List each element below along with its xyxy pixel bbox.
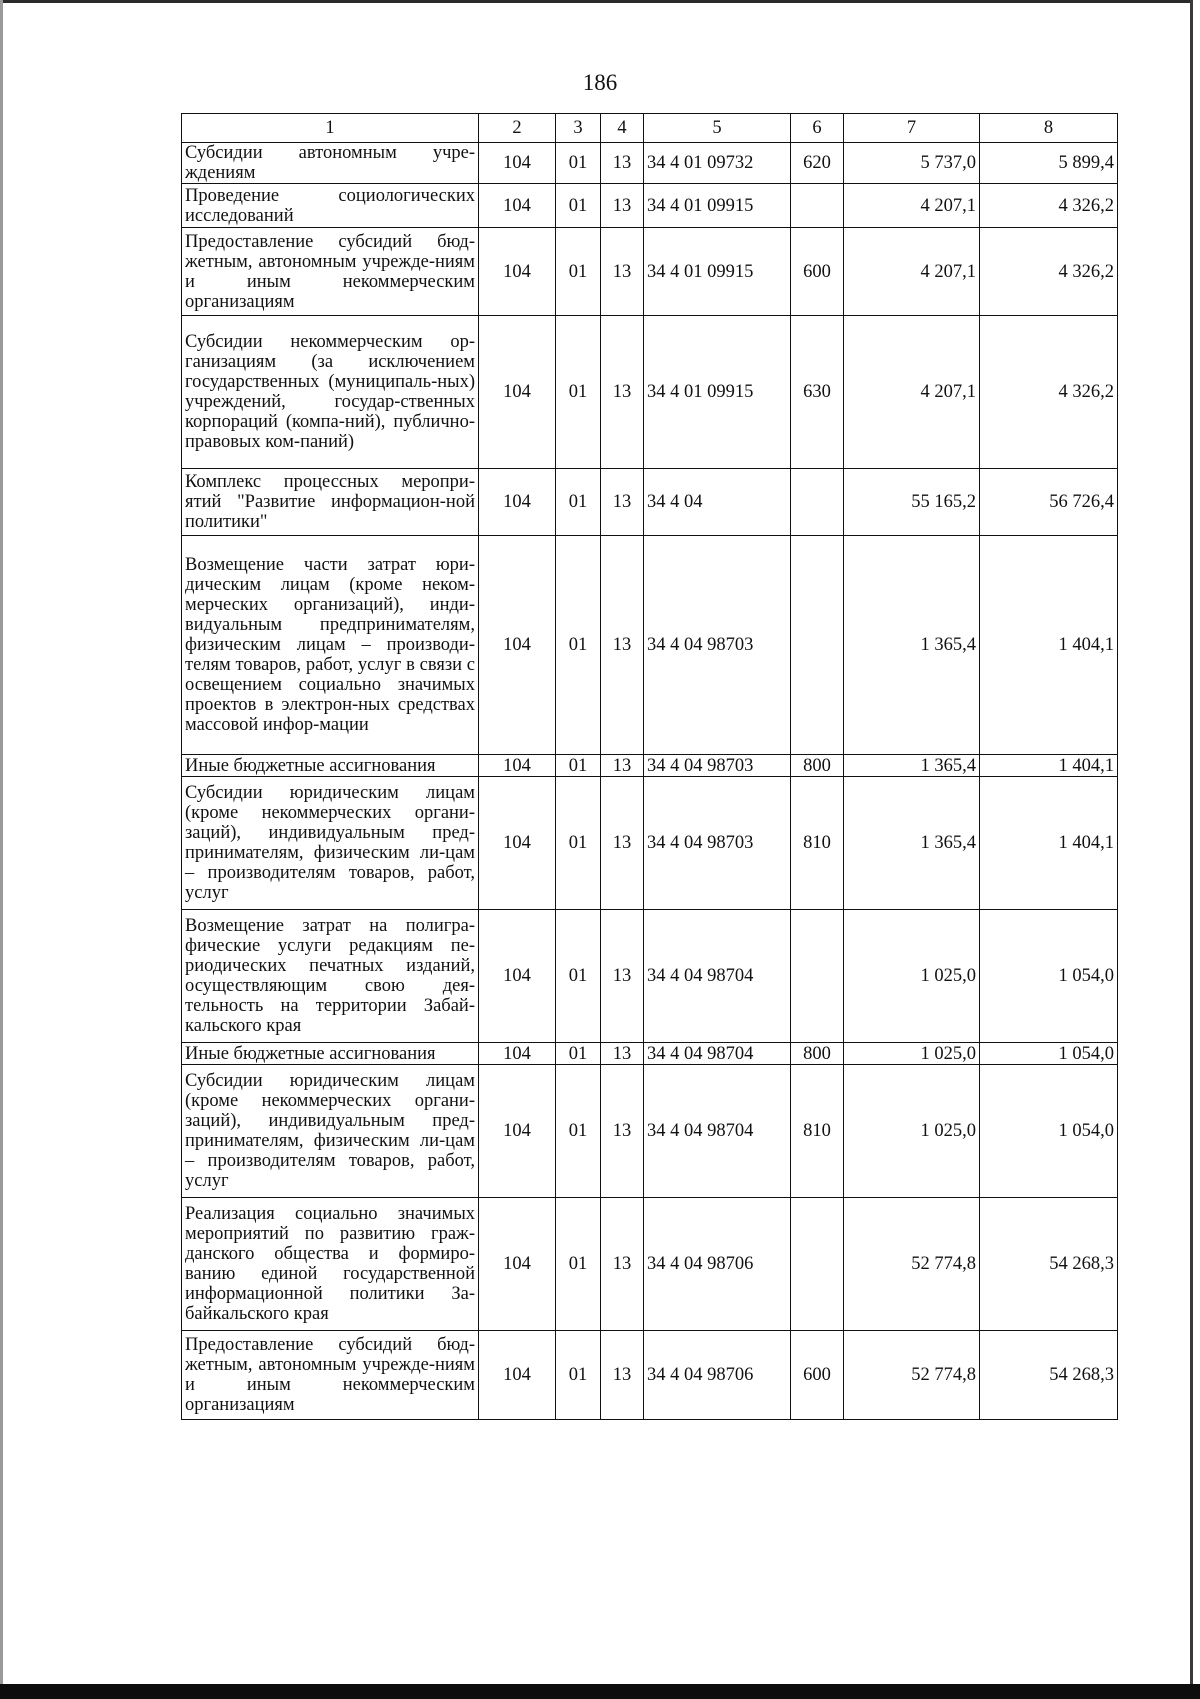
table-row	[182, 316, 1118, 469]
target-item-cell: 34 4 04 98703	[644, 755, 791, 777]
header-cell: 3	[556, 114, 601, 143]
budget-table	[181, 113, 1118, 1420]
row-name-cell: Иные бюджетные ассигнования	[182, 755, 479, 777]
subsection-code-cell: 01	[556, 143, 601, 184]
expense-type-cell: 810	[791, 777, 844, 910]
row-name-cell: Реализация социально значимых мероприятий по развитию граж-данского общества и формиро-ванию единой государственной информационной политики За-байкальского края	[182, 1198, 479, 1331]
amount-year1-cell: 4 207,1	[844, 316, 980, 469]
table-row	[182, 143, 1118, 184]
amount-year1-cell: 52 774,8	[844, 1331, 980, 1420]
expense-type-cell	[791, 469, 844, 536]
amount-year2-cell: 1 054,0	[980, 1065, 1118, 1198]
amount-year2-cell: 56 726,4	[980, 469, 1118, 536]
expense-type-cell	[791, 184, 844, 228]
subsection2-code-cell: 13	[601, 184, 644, 228]
expense-type-cell: 600	[791, 228, 844, 316]
amount-year1-cell: 5 737,0	[844, 143, 980, 184]
target-item-cell: 34 4 04 98706	[644, 1198, 791, 1331]
row-name-cell: Предоставление субсидий бюд-жетным, автономным учрежде-ниям и иным некоммерческим организациям	[182, 228, 479, 316]
amount-year1-cell: 1 025,0	[844, 1065, 980, 1198]
amount-year2-cell: 54 268,3	[980, 1198, 1118, 1331]
subsection2-code-cell: 13	[601, 755, 644, 777]
section-code-cell: 104	[479, 143, 556, 184]
scan-edge-right	[1190, 0, 1193, 1699]
subsection-code-cell: 01	[556, 755, 601, 777]
target-item-cell: 34 4 04 98704	[644, 1065, 791, 1198]
row-name-cell: Субсидии автономным учре-ждениям	[182, 143, 479, 184]
subsection-code-cell: 01	[556, 1043, 601, 1065]
table-row	[182, 755, 1118, 777]
section-code-cell: 104	[479, 1331, 556, 1420]
subsection2-code-cell: 13	[601, 1065, 644, 1198]
section-code-cell: 104	[479, 1043, 556, 1065]
amount-year2-cell: 5 899,4	[980, 143, 1118, 184]
table-row	[182, 228, 1118, 316]
amount-year1-cell: 4 207,1	[844, 228, 980, 316]
header-cell: 7	[844, 114, 980, 143]
amount-year1-cell: 55 165,2	[844, 469, 980, 536]
target-item-cell: 34 4 01 09732	[644, 143, 791, 184]
table-row	[182, 777, 1118, 910]
expense-type-cell: 600	[791, 1331, 844, 1420]
subsection-code-cell: 01	[556, 910, 601, 1043]
amount-year2-cell: 1 054,0	[980, 1043, 1118, 1065]
row-name-cell: Проведение социологических исследований	[182, 184, 479, 228]
amount-year2-cell: 4 326,2	[980, 184, 1118, 228]
header-cell: 5	[644, 114, 791, 143]
subsection2-code-cell: 13	[601, 777, 644, 910]
target-item-cell: 34 4 01 09915	[644, 184, 791, 228]
subsection-code-cell: 01	[556, 316, 601, 469]
row-name-cell: Возмещение затрат на полигра-фические услуги редакциям пе-риодических печатных изданий, осуществляющим свою дея-тельность на территории Забай-кальского края	[182, 910, 479, 1043]
subsection-code-cell: 01	[556, 777, 601, 910]
amount-year2-cell: 54 268,3	[980, 1331, 1118, 1420]
subsection2-code-cell: 13	[601, 1331, 644, 1420]
expense-type-cell	[791, 536, 844, 755]
expense-type-cell	[791, 1198, 844, 1331]
table-body	[182, 143, 1118, 1420]
table-row	[182, 1198, 1118, 1331]
expense-type-cell: 630	[791, 316, 844, 469]
row-name-cell: Предоставление субсидий бюд-жетным, автономным учрежде-ниям и иным некоммерческим организациям	[182, 1331, 479, 1420]
subsection-code-cell: 01	[556, 228, 601, 316]
header-cell: 8	[980, 114, 1118, 143]
section-code-cell: 104	[479, 910, 556, 1043]
expense-type-cell: 800	[791, 755, 844, 777]
target-item-cell: 34 4 04	[644, 469, 791, 536]
table-row	[182, 536, 1118, 755]
scan-edge-top	[0, 0, 1192, 3]
target-item-cell: 34 4 04 98704	[644, 1043, 791, 1065]
section-code-cell: 104	[479, 316, 556, 469]
header-row	[182, 114, 1118, 143]
expense-type-cell: 620	[791, 143, 844, 184]
expense-type-cell: 810	[791, 1065, 844, 1198]
table-row	[182, 469, 1118, 536]
section-code-cell: 104	[479, 228, 556, 316]
table-row	[182, 910, 1118, 1043]
table-row	[182, 184, 1118, 228]
subsection-code-cell: 01	[556, 1065, 601, 1198]
amount-year1-cell: 4 207,1	[844, 184, 980, 228]
row-name-cell: Субсидии юридическим лицам (кроме некоммерческих органи-заций), индивидуальным пред-принимателям, физическим ли-цам – производителям товаров, работ, услуг	[182, 1065, 479, 1198]
subsection2-code-cell: 13	[601, 143, 644, 184]
section-code-cell: 104	[479, 536, 556, 755]
table-row	[182, 1331, 1118, 1420]
section-code-cell: 104	[479, 755, 556, 777]
expense-type-cell: 800	[791, 1043, 844, 1065]
row-name-cell: Иные бюджетные ассигнования	[182, 1043, 479, 1065]
header-cell: 2	[479, 114, 556, 143]
section-code-cell: 104	[479, 777, 556, 910]
table-row	[182, 1043, 1118, 1065]
target-item-cell: 34 4 04 98703	[644, 536, 791, 755]
row-name-cell: Возмещение части затрат юри-дическим лицам (кроме неком-мерческих организаций), инди-видуальным предпринимателям, физическим лицам – производи-телям товаров, работ, услуг в связи с освещением социально значимых проектов в электрон-ных средствах массовой инфор-мации	[182, 536, 479, 755]
amount-year1-cell: 1 365,4	[844, 755, 980, 777]
subsection2-code-cell: 13	[601, 316, 644, 469]
subsection2-code-cell: 13	[601, 536, 644, 755]
amount-year1-cell: 1 025,0	[844, 910, 980, 1043]
target-item-cell: 34 4 01 09915	[644, 316, 791, 469]
subsection2-code-cell: 13	[601, 228, 644, 316]
subsection-code-cell: 01	[556, 536, 601, 755]
target-item-cell: 34 4 04 98704	[644, 910, 791, 1043]
amount-year2-cell: 4 326,2	[980, 228, 1118, 316]
target-item-cell: 34 4 01 09915	[644, 228, 791, 316]
header-cell: 6	[791, 114, 844, 143]
amount-year2-cell: 1 404,1	[980, 536, 1118, 755]
amount-year2-cell: 1 054,0	[980, 910, 1118, 1043]
amount-year1-cell: 1 365,4	[844, 777, 980, 910]
amount-year1-cell: 1 025,0	[844, 1043, 980, 1065]
amount-year2-cell: 1 404,1	[980, 777, 1118, 910]
table-row	[182, 1065, 1118, 1198]
subsection2-code-cell: 13	[601, 1198, 644, 1331]
subsection-code-cell: 01	[556, 469, 601, 536]
header-cell: 1	[182, 114, 479, 143]
amount-year2-cell: 1 404,1	[980, 755, 1118, 777]
row-name-cell: Субсидии некоммерческим ор-ганизациям (за исключением государственных (муниципаль-ных) учреждений, государ-ственных корпораций (компа-ний), публично-правовых ком-паний)	[182, 316, 479, 469]
row-name-cell: Субсидии юридическим лицам (кроме некоммерческих органи-заций), индивидуальным пред-принимателям, физическим ли-цам – производителям товаров, работ, услуг	[182, 777, 479, 910]
subsection2-code-cell: 13	[601, 1043, 644, 1065]
target-item-cell: 34 4 04 98706	[644, 1331, 791, 1420]
amount-year1-cell: 1 365,4	[844, 536, 980, 755]
scan-edge-left	[0, 0, 3, 1699]
section-code-cell: 104	[479, 184, 556, 228]
section-code-cell: 104	[479, 469, 556, 536]
page-number: 186	[582, 70, 618, 95]
amount-year1-cell: 52 774,8	[844, 1198, 980, 1331]
header-cell: 4	[601, 114, 644, 143]
subsection-code-cell: 01	[556, 1331, 601, 1420]
target-item-cell: 34 4 04 98703	[644, 777, 791, 910]
subsection-code-cell: 01	[556, 184, 601, 228]
section-code-cell: 104	[479, 1065, 556, 1198]
subsection-code-cell: 01	[556, 1198, 601, 1331]
amount-year2-cell: 4 326,2	[980, 316, 1118, 469]
scan-edge-bottom	[0, 1684, 1200, 1699]
row-name-cell: Комплекс процессных меропри-ятий "Развитие информацион-ной политики"	[182, 469, 479, 536]
section-code-cell: 104	[479, 1198, 556, 1331]
subsection2-code-cell: 13	[601, 469, 644, 536]
expense-type-cell	[791, 910, 844, 1043]
subsection2-code-cell: 13	[601, 910, 644, 1043]
